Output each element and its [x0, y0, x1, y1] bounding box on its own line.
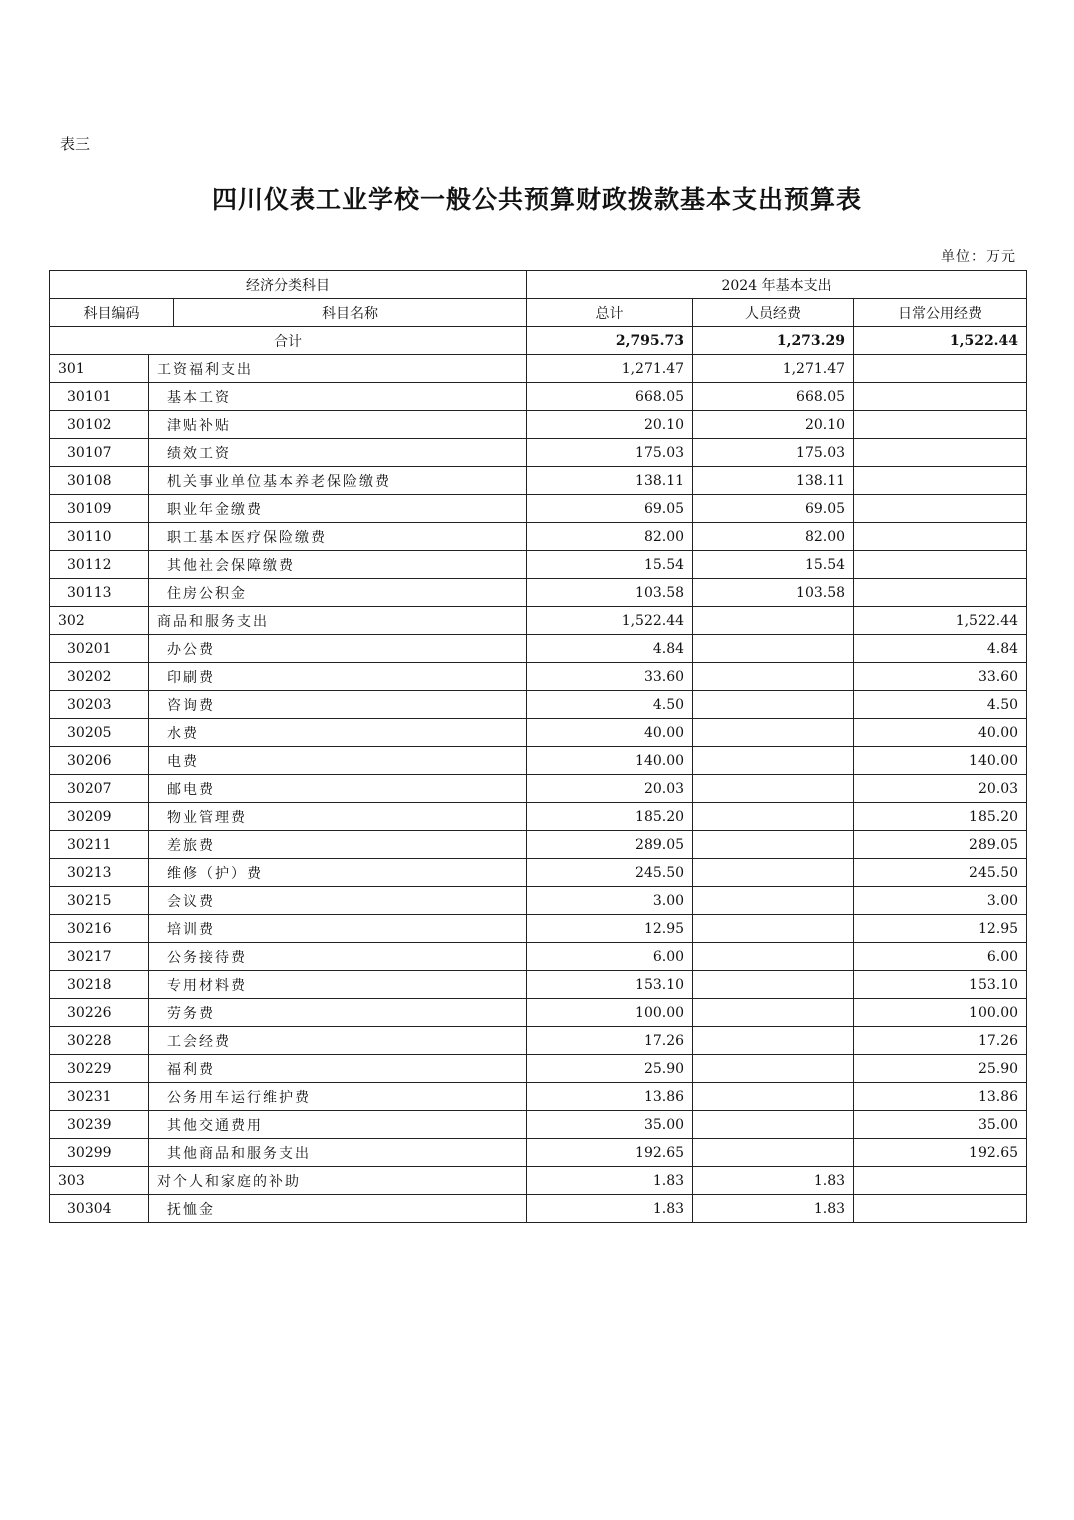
row-public: 1,522.44 [854, 607, 1027, 635]
table-number-label: 表三 [60, 135, 91, 153]
row-name: 公务用车运行维护费 [149, 1083, 527, 1111]
row-name: 对个人和家庭的补助 [149, 1167, 527, 1195]
row-name: 会议费 [149, 887, 527, 915]
row-name: 工会经费 [149, 1027, 527, 1055]
total-column-header: 总计 [527, 299, 693, 327]
row-name: 职业年金缴费 [149, 495, 527, 523]
row-total: 140.00 [527, 747, 693, 775]
row-code: 30218 [50, 971, 149, 999]
row-total: 15.54 [527, 551, 693, 579]
table-row [50, 1055, 1027, 1083]
row-public: 185.20 [854, 803, 1027, 831]
table-row [50, 467, 1027, 495]
row-total: 82.00 [527, 523, 693, 551]
summary-total: 2,795.73 [527, 327, 693, 355]
page-title: 四川仪表工业学校一般公共预算财政拨款基本支出预算表 [211, 185, 862, 214]
header-row-group [50, 271, 1027, 299]
row-personnel [693, 747, 854, 775]
row-public: 12.95 [854, 915, 1027, 943]
row-total: 25.90 [527, 1055, 693, 1083]
row-name: 津贴补贴 [149, 411, 527, 439]
table-row [50, 551, 1027, 579]
table-row [50, 747, 1027, 775]
row-code: 30216 [50, 915, 149, 943]
row-total: 20.10 [527, 411, 693, 439]
table-row [50, 915, 1027, 943]
row-code: 30203 [50, 691, 149, 719]
row-name: 公务接待费 [149, 943, 527, 971]
row-total: 69.05 [527, 495, 693, 523]
row-name: 商品和服务支出 [149, 607, 527, 635]
table-row [50, 943, 1027, 971]
row-personnel [693, 635, 854, 663]
table-row [50, 355, 1027, 383]
summary-label: 合计 [50, 327, 527, 355]
row-public [854, 383, 1027, 411]
row-code: 30113 [50, 579, 149, 607]
row-personnel [693, 719, 854, 747]
table-row [50, 1027, 1027, 1055]
row-public [854, 495, 1027, 523]
row-total: 153.10 [527, 971, 693, 999]
row-public [854, 411, 1027, 439]
row-total: 1.83 [527, 1167, 693, 1195]
row-total: 4.50 [527, 691, 693, 719]
table-row [50, 635, 1027, 663]
row-total: 100.00 [527, 999, 693, 1027]
row-code: 30231 [50, 1083, 149, 1111]
row-code: 30217 [50, 943, 149, 971]
row-code: 30202 [50, 663, 149, 691]
table-row [50, 691, 1027, 719]
summary-row [50, 327, 1027, 355]
row-personnel [693, 1055, 854, 1083]
row-name: 印刷费 [149, 663, 527, 691]
row-personnel [693, 775, 854, 803]
row-total: 1,522.44 [527, 607, 693, 635]
table-row [50, 1195, 1027, 1223]
name-column-header: 科目名称 [174, 299, 527, 327]
row-public: 33.60 [854, 663, 1027, 691]
row-name: 培训费 [149, 915, 527, 943]
row-total: 20.03 [527, 775, 693, 803]
row-personnel: 1.83 [693, 1195, 854, 1223]
unit-label: 单位：万元 [941, 249, 1016, 265]
row-personnel [693, 607, 854, 635]
row-name: 其他交通费用 [149, 1111, 527, 1139]
row-total: 192.65 [527, 1139, 693, 1167]
row-name: 办公费 [149, 635, 527, 663]
table-row [50, 411, 1027, 439]
row-public [854, 579, 1027, 607]
row-public: 153.10 [854, 971, 1027, 999]
table-row [50, 607, 1027, 635]
table-row [50, 1111, 1027, 1139]
row-personnel [693, 971, 854, 999]
row-name: 福利费 [149, 1055, 527, 1083]
row-name: 物业管理费 [149, 803, 527, 831]
row-code: 30229 [50, 1055, 149, 1083]
row-code: 30209 [50, 803, 149, 831]
row-total: 17.26 [527, 1027, 693, 1055]
row-public: 140.00 [854, 747, 1027, 775]
row-public: 25.90 [854, 1055, 1027, 1083]
row-public: 6.00 [854, 943, 1027, 971]
row-personnel [693, 1139, 854, 1167]
row-personnel: 138.11 [693, 467, 854, 495]
row-personnel: 1.83 [693, 1167, 854, 1195]
row-name: 其他商品和服务支出 [149, 1139, 527, 1167]
table-row [50, 1139, 1027, 1167]
budget-table [49, 270, 1027, 1223]
row-name: 电费 [149, 747, 527, 775]
row-name: 咨询费 [149, 691, 527, 719]
table-row [50, 719, 1027, 747]
row-code: 30207 [50, 775, 149, 803]
row-code: 301 [50, 355, 149, 383]
row-personnel: 15.54 [693, 551, 854, 579]
row-public: 20.03 [854, 775, 1027, 803]
row-public [854, 1195, 1027, 1223]
year-expenditure-header: 2024 年基本支出 [527, 271, 1027, 299]
row-code: 30107 [50, 439, 149, 467]
personnel-column-header: 人员经费 [693, 299, 854, 327]
row-public: 4.50 [854, 691, 1027, 719]
row-code: 30211 [50, 831, 149, 859]
row-total: 4.84 [527, 635, 693, 663]
row-personnel [693, 999, 854, 1027]
row-name: 专用材料费 [149, 971, 527, 999]
summary-personnel: 1,273.29 [693, 327, 854, 355]
row-public: 245.50 [854, 859, 1027, 887]
row-code: 30239 [50, 1111, 149, 1139]
row-public: 3.00 [854, 887, 1027, 915]
row-personnel: 668.05 [693, 383, 854, 411]
econ-category-header: 经济分类科目 [50, 271, 527, 299]
row-code: 30110 [50, 523, 149, 551]
table-row [50, 971, 1027, 999]
row-total: 6.00 [527, 943, 693, 971]
row-code: 30215 [50, 887, 149, 915]
row-total: 175.03 [527, 439, 693, 467]
table-row [50, 579, 1027, 607]
row-public [854, 523, 1027, 551]
row-total: 35.00 [527, 1111, 693, 1139]
row-personnel: 1,271.47 [693, 355, 854, 383]
row-public: 13.86 [854, 1083, 1027, 1111]
row-personnel [693, 1111, 854, 1139]
row-name: 工资福利支出 [149, 355, 527, 383]
row-code: 30228 [50, 1027, 149, 1055]
code-column-header: 科目编码 [50, 299, 174, 327]
row-personnel [693, 1083, 854, 1111]
row-total: 668.05 [527, 383, 693, 411]
row-total: 138.11 [527, 467, 693, 495]
table-row [50, 663, 1027, 691]
row-code: 30101 [50, 383, 149, 411]
row-public [854, 1167, 1027, 1195]
row-name: 水费 [149, 719, 527, 747]
row-personnel [693, 1027, 854, 1055]
table-row [50, 775, 1027, 803]
row-code: 30226 [50, 999, 149, 1027]
row-code: 30102 [50, 411, 149, 439]
public-column-header: 日常公用经费 [854, 299, 1027, 327]
row-total: 3.00 [527, 887, 693, 915]
row-personnel: 82.00 [693, 523, 854, 551]
table-row [50, 1083, 1027, 1111]
table-row [50, 523, 1027, 551]
row-personnel [693, 803, 854, 831]
row-personnel: 20.10 [693, 411, 854, 439]
row-name: 维修（护）费 [149, 859, 527, 887]
summary-public: 1,522.44 [854, 327, 1027, 355]
row-total: 1.83 [527, 1195, 693, 1223]
row-public: 40.00 [854, 719, 1027, 747]
row-name: 基本工资 [149, 383, 527, 411]
row-public [854, 439, 1027, 467]
row-total: 185.20 [527, 803, 693, 831]
row-total: 245.50 [527, 859, 693, 887]
row-public: 35.00 [854, 1111, 1027, 1139]
row-personnel [693, 663, 854, 691]
row-name: 机关事业单位基本养老保险缴费 [149, 467, 527, 495]
row-total: 1,271.47 [527, 355, 693, 383]
row-personnel [693, 887, 854, 915]
row-code: 30201 [50, 635, 149, 663]
row-personnel [693, 859, 854, 887]
row-code: 303 [50, 1167, 149, 1195]
row-code: 302 [50, 607, 149, 635]
table-row [50, 1167, 1027, 1195]
row-personnel: 69.05 [693, 495, 854, 523]
row-public [854, 551, 1027, 579]
row-code: 30299 [50, 1139, 149, 1167]
row-name: 住房公积金 [149, 579, 527, 607]
row-personnel [693, 691, 854, 719]
table-row [50, 859, 1027, 887]
row-code: 30213 [50, 859, 149, 887]
row-code: 30112 [50, 551, 149, 579]
row-name: 差旅费 [149, 831, 527, 859]
table-row [50, 383, 1027, 411]
row-total: 13.86 [527, 1083, 693, 1111]
row-total: 40.00 [527, 719, 693, 747]
row-public [854, 467, 1027, 495]
row-public: 17.26 [854, 1027, 1027, 1055]
row-name: 邮电费 [149, 775, 527, 803]
row-total: 12.95 [527, 915, 693, 943]
row-name: 抚恤金 [149, 1195, 527, 1223]
row-personnel: 103.58 [693, 579, 854, 607]
row-name: 绩效工资 [149, 439, 527, 467]
row-total: 103.58 [527, 579, 693, 607]
table-row [50, 803, 1027, 831]
row-name: 劳务费 [149, 999, 527, 1027]
row-code: 30109 [50, 495, 149, 523]
row-code: 30108 [50, 467, 149, 495]
row-personnel [693, 915, 854, 943]
row-code: 30304 [50, 1195, 149, 1223]
header-row-columns [50, 299, 1027, 327]
table-row [50, 439, 1027, 467]
row-public: 4.84 [854, 635, 1027, 663]
row-code: 30206 [50, 747, 149, 775]
row-personnel [693, 943, 854, 971]
table-row [50, 831, 1027, 859]
row-name: 职工基本医疗保险缴费 [149, 523, 527, 551]
row-total: 33.60 [527, 663, 693, 691]
row-public [854, 355, 1027, 383]
row-name: 其他社会保障缴费 [149, 551, 527, 579]
row-public: 100.00 [854, 999, 1027, 1027]
table-row [50, 887, 1027, 915]
row-personnel [693, 831, 854, 859]
table-row [50, 495, 1027, 523]
row-code: 30205 [50, 719, 149, 747]
row-total: 289.05 [527, 831, 693, 859]
row-public: 289.05 [854, 831, 1027, 859]
row-personnel: 175.03 [693, 439, 854, 467]
row-public: 192.65 [854, 1139, 1027, 1167]
table-row [50, 999, 1027, 1027]
